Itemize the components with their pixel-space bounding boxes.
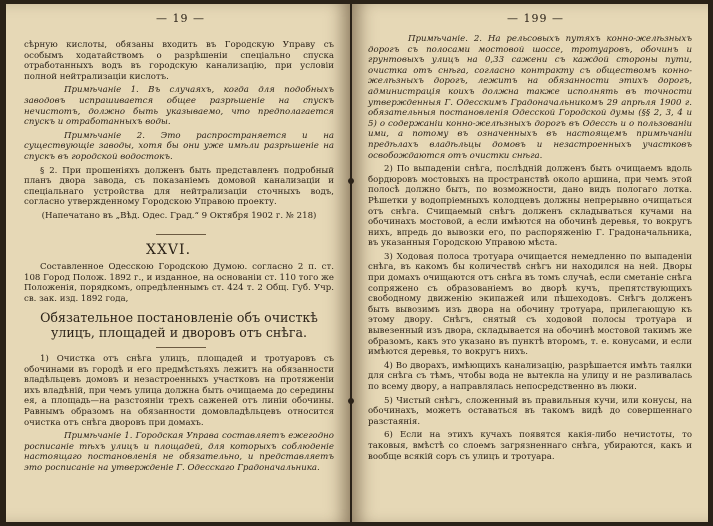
note-2: Примѣчаніе 2. Это распространяется и на существующіе заводы, хотя бы они уже имѣли разрѣшеніе на спускъ въ городской водостокъ. (24, 130, 334, 162)
decree-title: Обязательное постановленіе объ очисткѣ улицъ, площадей и дворовъ отъ снѣга. (40, 310, 318, 340)
binding-hole-bottom (348, 398, 354, 404)
left-body-top (24, 40, 334, 225)
paragraph-2: § 2. При прошеніяхъ долженъ быть представленъ подробный планъ двора завода, съ показаніемъ домовой канализаціи и спеціальнаго устройства для нейтрализаціи сточныхъ водъ, согласно утвержденному Городскою Управою проекту. (24, 165, 334, 208)
left-body-bottom (24, 354, 334, 477)
clause-4: 4) Во дворахъ, имѣющихъ канализацію, разрѣшается имѣть таялки для снѣга съ тѣмъ, чтобы вода не вытекла на улицу и не разливалась по всему двору, а направлялась непосредственно въ люки. (368, 360, 692, 392)
note-1: Примѣчаніе 1. Въ случаяхъ, когда для подобныхъ заводовъ испрашивается общее разрѣшеніе на спускъ нечистотъ, должно быть указываемо, что предполагается спускъ и отработанныхъ воды. (24, 85, 334, 128)
note-3: Примѣчаніе 1. Городская Управа составляетъ ежегодно росписаніе тѣхъ улицъ и площадей, для которыхъ соблюденіе настоящаго постановленія не обязательно, и представляетъ это росписаніе на утвержденіе Г. Одесскаго Градоначальника. (24, 431, 334, 473)
page-number-left: — 19 — (156, 12, 205, 25)
compiled-paragraph: Составленное Одесскою Городскою Думою. согласно 2 п. ст. 108 Город Полож. 1892 г., и изданное, на основаніи ст. 110 того же Положенія, порядкомъ, опредѣленнымъ ст. 424 т. 2 Общ. Губ. Учр. св. зак. изд. 1892 года, (24, 262, 334, 304)
binding-hole-top (348, 178, 354, 184)
left-page (6, 4, 350, 522)
right-note-2: Примѣчаніе. 2. На рельсовыхъ путяхъ конно-желѣзныхъ дорогъ съ полосами мостовой шоссе, тротуаровъ, обочинъ и грунтовыхъ улицъ на 0,33 сажени съ каждой стороны пути, очистка отъ снѣга, согласно контракту съ обществомъ конно-желѣзныхъ дорогъ, лежитъ на обязанности этихъ дорогъ, администрація коихъ должна также исполнять въ точности утвержденныя Г. Одесскимъ Градоначальникомъ 29 апрѣля 1900 г. обязательныя постановленія Одесской Городской думы (§§ 2, 3, 4 и 5) о содержаніи конно-желѣзныхъ дорогъ въ Одессѣ и о пользованіи ими, а потому въ означенныхъ въ настоящемъ примѣчаніи предѣлахъ владѣльцы домовъ и незастроенныхъ участковъ освобождаются отъ очистки снѣга. (368, 34, 692, 161)
intro-paragraph: сѣрную кислоты, обязаны входить въ Городскую Управу съ особымъ ходатайствомъ о разрѣшеніи спеціально спуска отработанныхъ водъ въ городскую канализацію, при условіи полной нейтрализаціи кислотъ. (24, 40, 334, 82)
clause-2: 2) По выпаденіи снѣга, послѣдній долженъ быть очищаемъ вдоль бордюровъ мостовыхъ на пространствѣ около аршина, при чемъ этой полосѣ должно быть, по возможности, дано видъ пологаго лотка. Рѣшетки у водопріемныхъ колодцевъ должны непрерывно очищаться отъ снѣга. Счищаемый снѣгъ долженъ складываться кучами на обочинахъ мостовой, а если имѣются на обочинѣ деревья, то вокругъ нихъ, впредь до вывозки его, по распоряженію Г. Градоначальника, въ указанныя Городскою Управою мѣста. (368, 164, 692, 249)
clause-1: 1) Очистка отъ снѣга улицъ, площадей и тротуаровъ съ обочинами въ городѣ и его предмѣстьяхъ лежитъ на обязанности владѣльцевъ домовъ и незастроенныхъ участковъ на протяженіи ихъ владѣній, при чемъ улица должна быть очищаема до середины ея, а площадь—на разстояніи трехъ саженей отъ линіи обочины. Равнымъ образомъ на обязанности домовладѣльцевъ относится очистка отъ снѣга дворовъ при домахъ. (24, 354, 334, 428)
clause-3: 3) Ходовая полоса тротуара очищается немедленно по выпаденіи снѣга, въ какомъ бы количествѣ снѣгъ ни находился на ней. Дворы при домахъ очищаются отъ снѣга въ томъ случаѣ, если сметаніе снѣга сопряжено съ образованіемъ во дворѣ кучъ, препятствующихъ свободному движенію экипажей или пѣшеходовъ. Снѣгъ долженъ быть вывозимъ изъ двора на обочину тротуара, прилегающую къ этому двору. Снѣгъ, снятый съ ходовой полосы тротуара и вывезенный изъ двора, складывается на обочинѣ мостовой такимъ же образомъ, какъ это указано въ пунктѣ второмъ, т. е. конусами, и если имѣются деревья, то вокругъ нихъ. (368, 251, 692, 358)
clause-5: 5) Чистый снѣгъ, сложенный въ правильныя кучи, или конусы, на обочинахъ, можетъ оставаться въ такомъ видѣ до совершеннаго разстаянія. (368, 395, 692, 427)
right-page (352, 4, 708, 522)
divider-left (156, 234, 206, 235)
divider-title (156, 347, 206, 348)
page-number-right: — 199 — (507, 12, 564, 25)
printed-note: (Напечатано въ „Вѣд. Одес. Град.“ 9 Октября 1902 г. № 218) (41, 210, 317, 221)
right-body (368, 34, 692, 465)
clause-6: 6) Если на этихъ кучахъ появятся какія-либо нечистоты, то таковыя, вмѣстѣ со слоемъ загрязненнаго снѣга, убираются, какъ и вообще всякій соръ съ улицъ и тротуара. (368, 430, 692, 462)
section-number: XXVI. (146, 242, 192, 258)
compiled-text-block (24, 262, 334, 307)
